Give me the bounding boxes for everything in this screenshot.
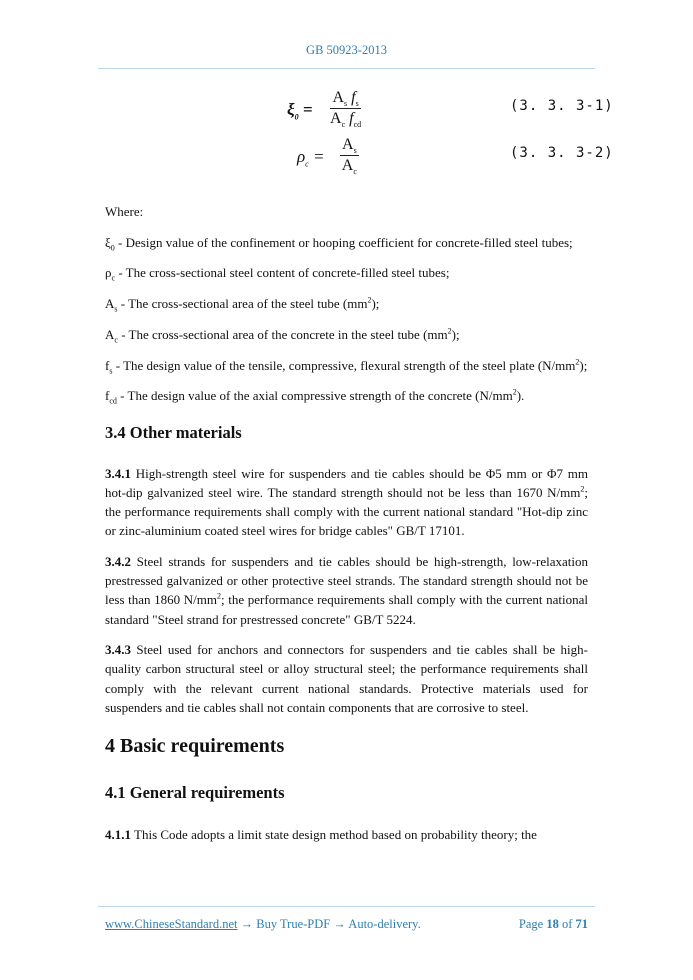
definition-rhoc: $\rho_c$ - The cross-sectional steel content of concrete-filled steel tubes;: [105, 265, 450, 283]
equation-3-3-3-2: $\rho_c$ = $\frac{A_s}{A_c}$ (3. 3. 3-2): [297, 136, 614, 177]
clause-3-4-2: 3.4.2 Steel strands for suspenders and tie cables should be high-strength, low-relaxation prestressed galvanized or other protective steel strands. The standard strength should not be less than 1860 $N/mm^2$; the performance requirements shall comply with the current national standard "Steel strand for prestressed concrete" GB/T 5224.: [105, 553, 588, 627]
definition-ac: $A_c$ - The cross-sectional area of the concrete in the steel tube $(mm^2)$;: [105, 326, 460, 345]
running-header: GB 50923-2013: [306, 43, 387, 57]
footer: [105, 917, 588, 932]
clause-3-4-3: 3.4.3 Steel used for anchors and connectors for suspenders and tie cables shall be high-quality carbon structural steel or alloy structural steel; the performance requirements shall comply with the relevant current national standards. Protective materials used for suspenders and tie cables shall not contain components that are corrosive to steel.: [105, 642, 588, 715]
equation-number: (3. 3. 3-1): [510, 98, 614, 114]
clause-4-1-1: 4.1.1 This Code adopts a limit state design method based on probability theory; the: [105, 827, 537, 843]
definition-xi0: $\xi_0$ - Design value of the confinement or hooping coefficient for concrete-filled steel tubes;: [105, 234, 573, 253]
clause-3-4-1: 3.4.1 High-strength steel wire for suspenders and tie cables should be Φ5 mm or Φ7 mm hot-dip galvanized steel wire. The standard strength should not be less than 1670 $N/mm^2$; the performance requirements shall comply with the current national standard "Hot-dip zinc or zinc-aluminium coated steel wires for bridge cables" GB/T 17101.: [105, 465, 588, 539]
page-number: Page 18 of 71: [518, 917, 588, 931]
definition-fs: $f_s$ - The design value of the tensile, compressive, flexural strength of the steel plate $(N/mm^2)$;: [105, 357, 588, 376]
chapter-heading-4: 4 Basic requirements: [105, 735, 285, 758]
section-heading-4-1: 4.1 General requirements: [105, 783, 285, 803]
equation-number: (3. 3. 3-2): [510, 145, 614, 161]
equation-3-3-3-1: $\xi_0$ = $A_s$ $f_s$ $A_c$ $f_{cd}$ (3. 3. 3-1): [287, 89, 614, 130]
page-body: [105, 202, 588, 856]
website-link[interactable]: www.ChineseStandard.net: [105, 917, 238, 931]
definition-fcd: $f_{cd}$ - The design value of the axial compressive strength of the concrete $(N/mm^2)$.: [105, 387, 525, 406]
section-heading-3-4: 3.4 Other materials: [105, 423, 242, 443]
footer-tagline: → Buy True-PDF → Auto-delivery.: [237, 917, 421, 931]
where-label: Where:: [105, 204, 144, 219]
footer-divider: [98, 906, 595, 907]
definition-as: $A_s$ - The cross-sectional area of the steel tube $(mm^2)$;: [105, 295, 380, 314]
header-divider: [98, 68, 595, 69]
